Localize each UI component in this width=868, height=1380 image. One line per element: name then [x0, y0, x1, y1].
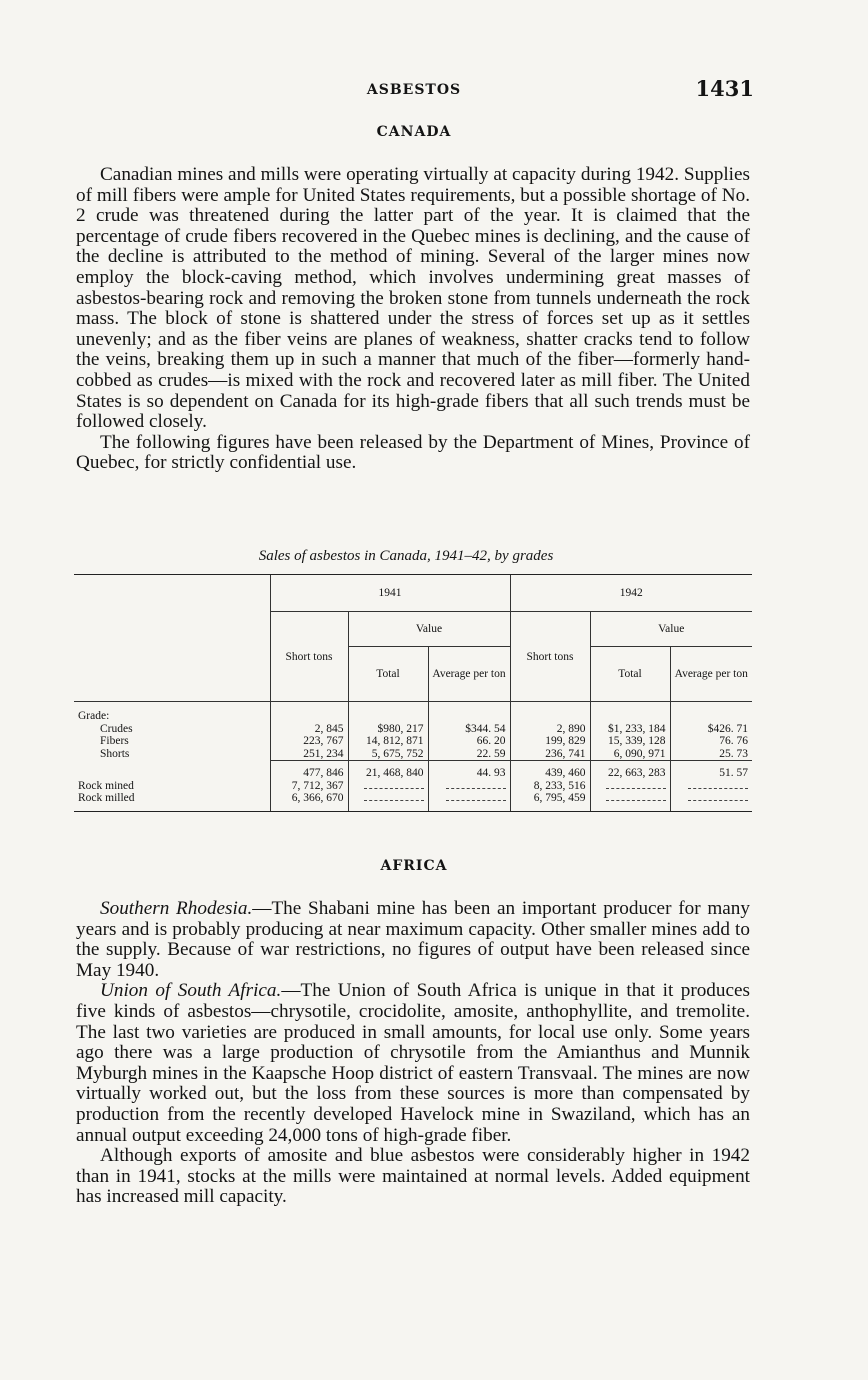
southern-rhodesia-paragraph [76, 899, 750, 981]
cell-short-tons-1941: 6, 366, 670 [270, 792, 348, 811]
cell-short-tons-1941: 2, 845 [270, 723, 348, 736]
cell-short-tons-1942: 8, 233, 516 [510, 780, 590, 793]
table-row [74, 735, 752, 748]
cell-short-tons-1942: 199, 829 [510, 735, 590, 748]
running-title: ASBESTOS [366, 82, 462, 98]
total-1942-header: Total [590, 647, 670, 702]
average-1941-header: Average per ton [428, 647, 510, 702]
total-1941-header: Total [348, 647, 428, 702]
cell-total-value-1942: 22, 663, 283 [590, 761, 670, 780]
row-label: Rock mined [78, 779, 134, 792]
cell-average-1942: 76. 76 [670, 735, 752, 748]
table-row [74, 780, 752, 793]
exports-paragraph: Although exports of amosite and blue asbestos were considerably higher in 1942 than in 1941, stocks at the mills were maintained at normal levels. Added equipment has increased mill capacity. [76, 1145, 750, 1208]
table-row [74, 748, 752, 761]
row-label: Rock milled [74, 792, 270, 811]
cell-total-value-1941: 21, 468, 840 [348, 761, 428, 780]
row-label: Shorts [100, 747, 130, 760]
year-1941-header: 1941 [270, 575, 510, 612]
cell-total-1941: $980, 217 [348, 723, 428, 736]
southern-rhodesia-text: —The Shabani mine has been an important producer for many years and is probably producing at near maximum capacity. Other smaller mines add to the supply. Because of war restrictions, no figures of output have been released since May 1940. [76, 898, 750, 981]
africa-heading: AFRICA [380, 858, 448, 874]
cell-total-short-tons-1941: 477, 846 [270, 761, 348, 780]
cell-short-tons-1941: 7, 712, 367 [270, 780, 348, 793]
canada-paragraph-1: Canadian mines and mills were operating virtually at capacity during 1942. Supplies of mill fibers were ample for United States requirements, but a possible shortage of No. 2 crude was threatened during the latter part of the year. It is claimed that the percentage of crude fibers recovered in the Quebec mines is declining, and the cause of the decline is attributed to the method of mining. Several of the larger mines now employ the block-caving method, which involves undermining great masses of asbestos-bearing rock and removing the broken stone from tunnels underneath the rock mass. The block of stone is shattered under the stress of forces set up as it settles unevenly; and as the fiber veins are planes of weakness, shatter cracks tend to follow the veins, breaking them up in such a manner that much of the fiber—formerly hand-cobbed as crudes—is mixed with the rock and recovered later as mill fiber. The United States is so dependent on Canada for its high-grade fibers that all such trends must be followed closely. [76, 164, 750, 433]
cell-average-1941: 22. 59 [428, 748, 510, 761]
canada-paragraph-2: The following figures have been released by the Department of Mines, Province of Quebec, for strictly confidential use. [76, 431, 750, 474]
south-africa-text: —The Union of South Africa is unique in that it produces five kinds of asbestos—chrysotile, crocidolite, amosite, anthophyllite, and tremolite. The last two varieties are produced in small amounts, for local use only. Some years ago there was a large production of chrysotile from the Amianthus and Munnik Myburgh mines in the Kaapsche Hoop district of eastern Transvaal. The mines are now virtually worked out, but the loss from these sources is more than compensated by production from the recently developed Havelock mine in Swaziland, which has an annual output exceeding 24,000 tons of high-grade fiber. [76, 980, 750, 1146]
cell-average-1942: $426. 71 [670, 723, 752, 736]
cell-short-tons-1942: 6, 795, 459 [510, 792, 590, 811]
cell-total-1941: 5, 675, 752 [348, 748, 428, 761]
cell-short-tons-1942: 236, 741 [510, 748, 590, 761]
short-tons-1941-header: Short tons [270, 612, 348, 702]
grade-label: Grade: [78, 710, 110, 722]
cell-total-average-1942: 51. 57 [670, 761, 752, 780]
table-row [74, 792, 752, 811]
cell-total-1941: 14, 812, 871 [348, 735, 428, 748]
row-label: Crudes [100, 722, 133, 735]
table-caption: Sales of asbestos in Canada, 1941–42, by grades [258, 548, 554, 564]
table-row-totals [74, 761, 752, 780]
row-label: Fibers [100, 735, 129, 747]
cell-average-1941: $344. 54 [428, 723, 510, 736]
canada-heading: CANADA [376, 124, 452, 140]
south-africa-lead: Union of South Africa. [100, 980, 282, 1002]
cell-total-1942: 15, 339, 128 [590, 735, 670, 748]
cell-short-tons-1941: 251, 234 [270, 748, 348, 761]
cell-total-1942: 6, 090, 971 [590, 748, 670, 761]
average-1942-header: Average per ton [670, 647, 752, 702]
southern-rhodesia-lead: Southern Rhodesia. [100, 898, 253, 919]
canada-section [76, 165, 750, 474]
page-number: 1431 [695, 76, 754, 101]
cell-average-1941: 66. 20 [428, 735, 510, 748]
asbestos-sales-table [74, 574, 752, 812]
cell-total-1942: $1, 233, 184 [590, 723, 670, 736]
table-row-grade-label [74, 702, 752, 723]
africa-section [76, 899, 750, 1208]
south-africa-paragraph [76, 981, 750, 1146]
value-1941-header: Value [348, 612, 510, 647]
cell-short-tons-1942: 2, 890 [510, 723, 590, 736]
cell-average-1942: 25. 73 [670, 748, 752, 761]
short-tons-1942-header: Short tons [510, 612, 590, 702]
table-stub-header [74, 575, 270, 702]
value-1942-header: Value [590, 612, 752, 647]
year-1942-header: 1942 [510, 575, 752, 612]
cell-total-short-tons-1942: 439, 460 [510, 761, 590, 780]
cell-short-tons-1941: 223, 767 [270, 735, 348, 748]
running-head [0, 78, 868, 106]
cell-total-average-1941: 44. 93 [428, 761, 510, 780]
table-row [74, 723, 752, 736]
